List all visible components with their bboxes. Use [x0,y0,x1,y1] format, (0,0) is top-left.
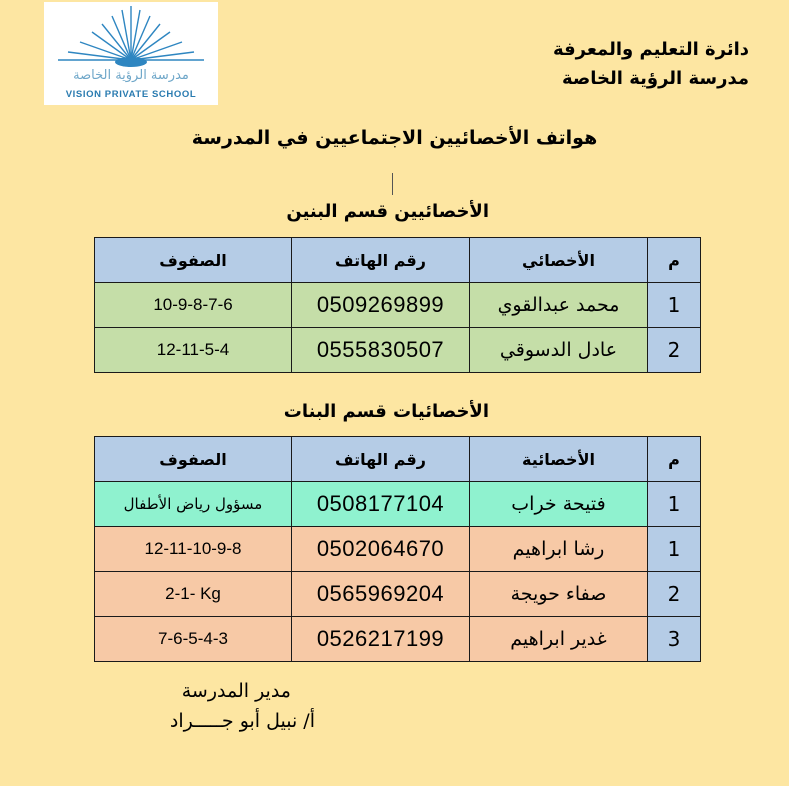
specialist-name: صفاء حويجة [470,572,648,617]
specialist-name: عادل الدسوقي [470,328,648,373]
table-header-row [95,437,701,482]
grades-cell: 10-9-8-7-6 [95,283,292,328]
column-header-index: م [648,238,701,283]
phone-number: 0502064670 [292,527,470,572]
phone-number: 0526217199 [292,617,470,662]
grades-cell: 2-1- Kg [95,572,292,617]
grades-cell: 12-11-5-4 [95,328,292,373]
table-row [95,482,701,527]
row-index: 1 [648,527,701,572]
column-header-phone: رقم الهاتف [292,238,470,283]
table-row [95,572,701,617]
table-row [95,527,701,572]
phone-number: 0565969204 [292,572,470,617]
table-header-row [95,238,701,283]
logo-english-text: VISION PRIVATE SCHOOL [65,89,197,100]
text-cursor [392,173,393,195]
school-name: مدرسة الرؤية الخاصة [561,68,749,89]
row-index: 3 [648,617,701,662]
boys-specialists-table [94,237,701,373]
table-row [95,617,701,662]
phone-number: 0509269899 [292,283,470,328]
logo-arabic-text: مدرسة الرؤية الخاصة [73,68,189,83]
girls-specialists-table [94,436,701,662]
column-header-grades: الصفوف [95,437,292,482]
table-row [95,283,701,328]
column-header-phone: رقم الهاتف [292,437,470,482]
principal-name: أ/ نبيل أبو جـــــراد [169,710,315,732]
row-index: 1 [648,482,701,527]
column-header-index: م [648,437,701,482]
column-header-specialist: الأخصائي [470,238,648,283]
grades-cell: مسؤول رياض الأطفال [95,482,292,527]
phone-number: 0555830507 [292,328,470,373]
school-logo [44,2,218,105]
boys-section-heading: الأخصائيين قسم البنين [286,201,489,222]
specialist-name: محمد عبدالقوي [470,283,648,328]
specialist-name: غدير ابراهيم [470,617,648,662]
column-header-specialist: الأخصائية [470,437,648,482]
grades-cell: 7-6-5-4-3 [95,617,292,662]
girls-section-heading: الأخصائيات قسم البنات [283,401,489,422]
principal-title: مدير المدرسة [181,680,291,702]
specialist-name: رشا ابراهيم [470,527,648,572]
phone-number: 0508177104 [292,482,470,527]
specialist-name: فتيحة خراب [470,482,648,527]
department-name: دائرة التعليم والمعرفة [552,39,749,60]
table-row [95,328,701,373]
row-index: 2 [648,328,701,373]
sunburst-icon [44,2,218,72]
column-header-grades: الصفوف [95,238,292,283]
page-title: هواتف الأخصائيين الاجتماعيين في المدرسة [191,127,598,149]
grades-cell: 12-11-10-9-8 [95,527,292,572]
row-index: 1 [648,283,701,328]
row-index: 2 [648,572,701,617]
